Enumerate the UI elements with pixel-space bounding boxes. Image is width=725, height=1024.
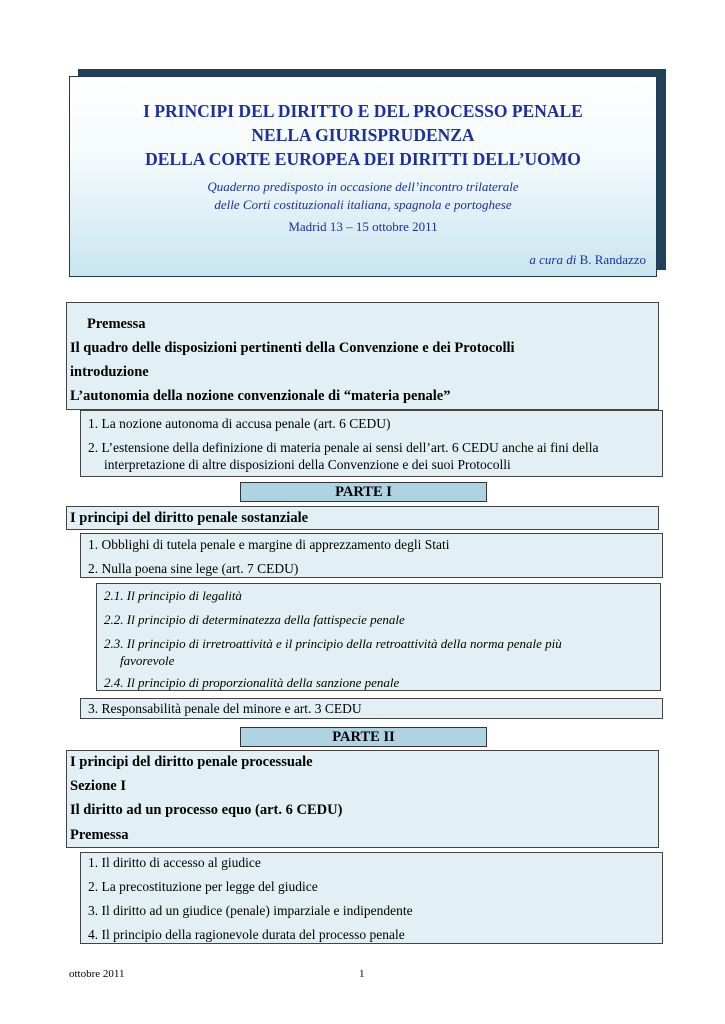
part-1-item-1: 1. Obblighi di tutela penale e margine di apprezzamento degli Stati [88, 537, 450, 552]
intro-item-introduzione: introduzione [70, 364, 149, 380]
part-1-subitem-2-4: 2.4. Il principio di proporzionalità della sanzione penale [104, 675, 400, 690]
editor-name: B. Randazzo [579, 252, 646, 267]
intro-subitem-2: 2. L’estensione della definizione di materia penale ai sensi dell’art. 6 CEDU anche ai fini della [88, 440, 599, 455]
intro-item-premessa: Premessa [87, 316, 146, 332]
part-2-premessa: Premessa [70, 827, 129, 843]
footer-date: ottobre 2011 [69, 968, 125, 980]
title-box [69, 76, 657, 277]
subtitle-line-2: delle Corti costituzionali italiana, spagnola e portoghese [214, 197, 512, 212]
part-1-item-2: 2. Nulla poena sine lege (art. 7 CEDU) [88, 561, 299, 576]
intro-item-autonomia: L’autonomia della nozione convenzionale di “materia penale” [70, 388, 451, 404]
intro-item-quadro: Il quadro delle disposizioni pertinenti della Convenzione e dei Protocolli [70, 340, 515, 356]
part-2-label: PARTE II [240, 727, 487, 747]
part-2-item-2: 2. La precostituzione per legge del giudice [88, 879, 318, 894]
part-2-item-4: 4. Il principio della ragionevole durata del processo penale [88, 927, 405, 942]
part-1-item-3: 3. Responsabilità penale del minore e art. 3 CEDU [88, 701, 362, 716]
part-1-subitem-2-3: 2.3. Il principio di irretroattività e il principio della retroattività della norma penale più [104, 636, 562, 651]
editor-credit [529, 252, 646, 268]
event-date: Madrid 13 – 15 ottobre 2011 [288, 219, 438, 234]
part-2-heading: I principi del diritto penale processuale [70, 754, 313, 770]
part-1-subitem-2-2: 2.2. Il principio di determinatezza della fattispecie penale [104, 612, 405, 627]
part-2-item-3: 3. Il diritto ad un giudice (penale) imparziale e indipendente [88, 903, 413, 918]
part-2-section: Sezione I [70, 778, 126, 794]
intro-subitem-2-continued: interpretazione di altre disposizioni della Convenzione e dei suoi Protocolli [104, 457, 511, 472]
document-title-line-1: I PRINCIPI DEL DIRITTO E DEL PROCESSO PENALE [143, 101, 583, 121]
part-2-section-title: Il diritto ad un processo equo (art. 6 CEDU) [70, 802, 343, 818]
part-1-label: PARTE I [240, 482, 487, 502]
page-number: 1 [359, 968, 365, 980]
subtitle-line-1: Quaderno predisposto in occasione dell’incontro trilaterale [207, 179, 519, 194]
editor-prefix: a cura di [529, 252, 577, 267]
part-1-subitem-2-1: 2.1. Il principio di legalità [104, 588, 242, 603]
document-title-line-3: DELLA CORTE EUROPEA DEI DIRITTI DELL’UOMO [145, 149, 581, 169]
document-title-line-2: NELLA GIURISPRUDENZA [251, 125, 475, 145]
part-1-subitem-2-3-continued: favorevole [120, 653, 175, 668]
intro-subitem-1: 1. La nozione autonoma di accusa penale (art. 6 CEDU) [88, 416, 391, 431]
part-2-item-1: 1. Il diritto di accesso al giudice [88, 855, 261, 870]
part-1-heading: I principi del diritto penale sostanziale [70, 510, 309, 526]
